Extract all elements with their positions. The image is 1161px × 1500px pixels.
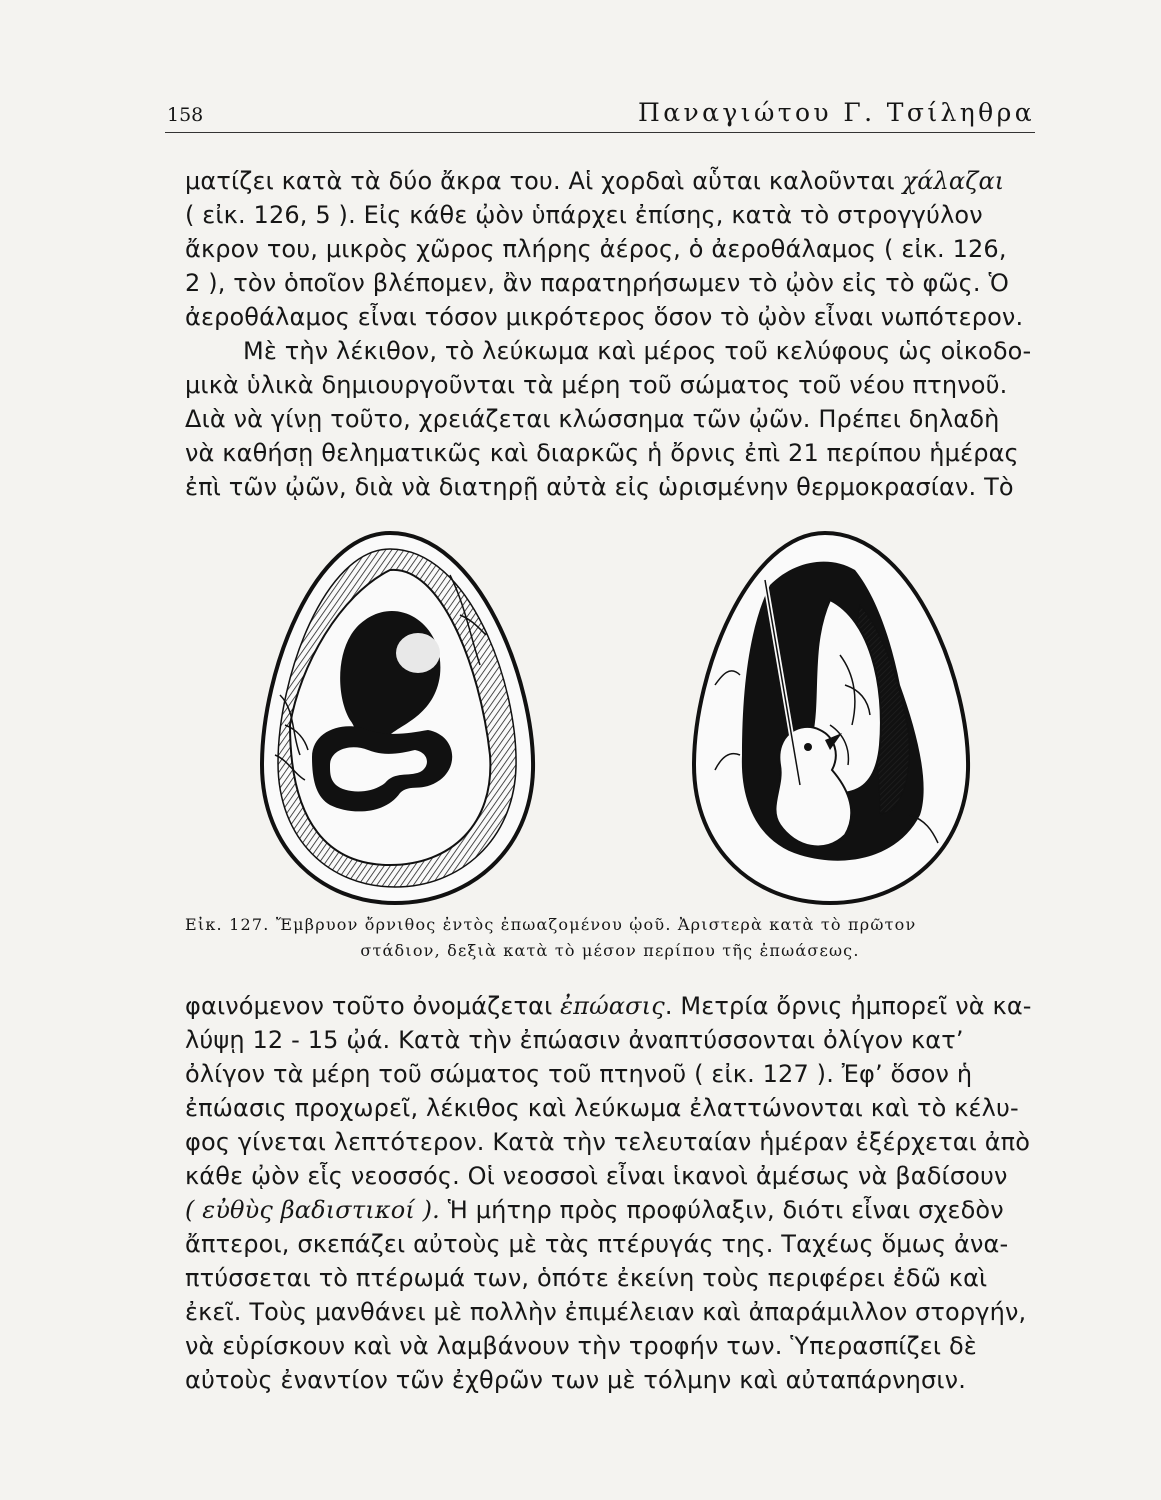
- term-epoasis: ἐπώασις: [560, 992, 665, 1020]
- text-line: μικὰ ὑλικὰ δημιουργοῦνται τὰ μέρη τοῦ σώματος τοῦ νέου πτηνοῦ.: [185, 371, 1008, 399]
- text-line: ἐκεῖ. Τοὺς μανθάνει μὲ πολλὴν ἐπιμέλειαν καὶ ἀπαράμιλλον στοργήν,: [185, 1298, 1027, 1326]
- text-line: [185, 1194, 1035, 1226]
- text-line: ἀεροθάλαμος εἶναι τόσον μικρότερος ὅσον τὸ ᾠὸν εἶναι νωπότερον.: [185, 303, 1024, 331]
- text-span: ματίζει κατὰ τὰ δύο ἄκρα του. Αἱ χορδαὶ αὗται καλοῦνται: [185, 167, 903, 195]
- running-title: Παναγιώτου Γ. Τσίληθρα: [638, 98, 1035, 127]
- text-span: Ἡ μήτηρ πρὸς προφύλαξιν, διότι εἶναι σχεδὸν: [439, 1196, 1004, 1224]
- text-line: [185, 165, 1035, 197]
- text-line: ἐπὶ τῶν ᾠῶν, διὰ νὰ διατηρῇ αὐτὰ εἰς ὡρισμένην θερμοκρασίαν. Τὸ: [185, 473, 1014, 501]
- text-line: 2 ), τὸν ὁποῖον βλέπομεν, ἂν παρατηρήσωμεν τὸ ᾠὸν εἰς τὸ φῶς. Ὁ: [185, 269, 1009, 297]
- text-line: ἄκρον του, μικρὸς χῶρος πλήρης ἀέρος, ὁ ἀεροθάλαμος ( εἰκ. 126,: [185, 235, 1007, 263]
- text-line: φος γίνεται λεπτότερον. Κατὰ τὴν τελευταίαν ἡμέραν ἐξέρχεται ἀπὸ: [185, 1128, 1031, 1156]
- text-line: ὀλίγον τὰ μέρη τοῦ σώματος τοῦ πτηνοῦ ( εἰκ. 127 ). Ἐφ’ ὅσον ἡ: [185, 1060, 973, 1088]
- text-line: πτύσσεται τὸ πτέρωμά των, ὁπότε ἐκείνη τοὺς περιφέρει ἐδῶ καὶ: [185, 1264, 988, 1292]
- text-line: λύψῃ 12 - 15 ᾠά. Κατὰ τὴν ἐπώασιν ἀναπτύσσονται ὀλίγον κατ’: [185, 1026, 964, 1054]
- figure-embryo-eggs: [250, 525, 1050, 910]
- text-line: Μὲ τὴν λέκιθον, τὸ λεύκωμα καὶ μέρος τοῦ κελύφους ὡς οἰκοδο-: [243, 337, 1032, 365]
- figure-caption-line: στάδιον, δεξιὰ κατὰ τὸ μέσον περίπου τῆς ἐπωάσεως.: [360, 941, 860, 960]
- text-line: ἐπώασις προχωρεῖ, λέκιθος καὶ λεύκωμα ἐλαττώνονται καὶ τὸ κέλυ-: [185, 1094, 1019, 1122]
- term-chalazai: χάλαζαι: [902, 167, 1005, 195]
- text-span: . Μετρία ὄρνις ἠμπορεῖ νὰ κα-: [664, 992, 1032, 1020]
- egg-middle-stage-illustration: [680, 525, 980, 910]
- page-number: 158: [167, 104, 204, 126]
- text-line: νὰ εὑρίσκουν καὶ νὰ λαμβάνουν τὴν τροφήν των. Ὑπερασπίζει δὲ: [185, 1332, 977, 1360]
- text-line: κάθε ᾠὸν εἷς νεοσσός. Οἱ νεοσσοὶ εἶναι ἱκανοὶ ἀμέσως νὰ βαδίσουν: [185, 1162, 1008, 1190]
- text-span: φαινόμενον τοῦτο ὀνομάζεται: [185, 992, 561, 1020]
- text-line: [185, 990, 1035, 1022]
- figure-caption-line: Εἰκ. 127. Ἔμβρυον ὄρνιθος ἐντὸς ἐπωαζομένου ᾠοῦ. Ἀριστερὰ κατὰ τὸ πρῶτον: [185, 915, 917, 934]
- term-euthys-badistikoi: ( εὐθὺς βαδιστικοί ).: [185, 1196, 440, 1224]
- text-line: ( εἰκ. 126, 5 ). Εἰς κάθε ᾠὸν ὑπάρχει ἐπίσης, κατὰ τὸ στρογγύλον: [185, 201, 983, 229]
- page-header: [165, 98, 1035, 133]
- text-line: νὰ καθήσῃ θεληματικῶς καὶ διαρκῶς ἡ ὄρνις ἐπὶ 21 περίπου ἡμέρας: [185, 439, 1019, 467]
- text-line: ἄπτεροι, σκεπάζει αὐτοὺς μὲ τὰς πτέρυγάς της. Ταχέως ὅμως ἀνα-: [185, 1230, 1009, 1258]
- text-line: αὐτοὺς ἐναντίον τῶν ἐχθρῶν των μὲ τόλμην καὶ αὐταπάρνησιν.: [185, 1366, 966, 1394]
- text-line: Διὰ νὰ γίνῃ τοῦτο, χρειάζεται κλώσσημα τῶν ᾠῶν. Πρέπει δηλαδὴ: [185, 405, 1000, 433]
- egg-early-stage-illustration: [250, 525, 550, 910]
